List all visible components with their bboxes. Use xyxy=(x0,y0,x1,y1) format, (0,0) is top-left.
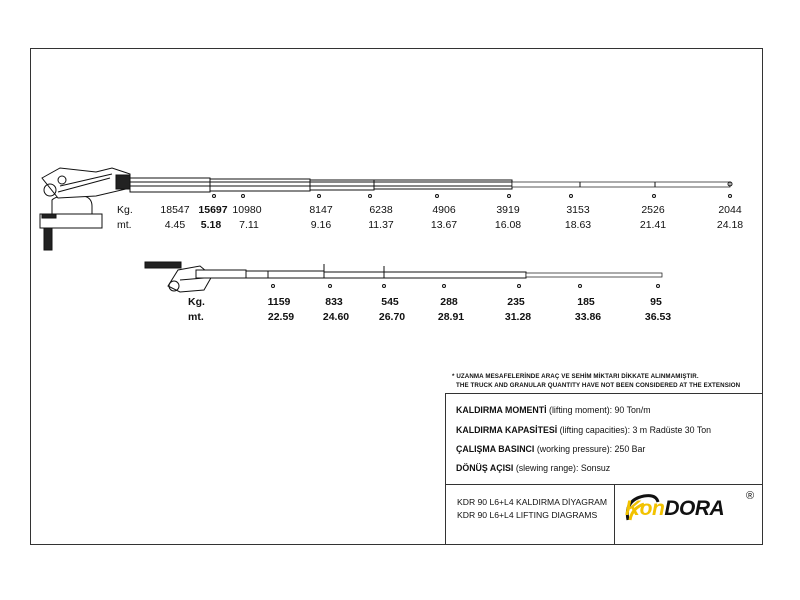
mt-value: 21.41 xyxy=(639,219,667,231)
kg-value: 288 xyxy=(440,296,458,308)
crane-2-load-markers xyxy=(272,285,660,288)
kg-value: 235 xyxy=(507,296,525,308)
spec-slewing-range: DÖNÜŞ AÇISI (slewing range): Sonsuz xyxy=(456,463,611,473)
mt-value: 13.67 xyxy=(430,219,458,231)
kg-value: 10980 xyxy=(232,204,262,216)
kg-label-1: Kg. xyxy=(117,204,133,216)
mt-value: 7.11 xyxy=(239,219,259,231)
kg-label-2: Kg. xyxy=(188,296,205,308)
kg-value: 2526 xyxy=(641,204,665,216)
kg-value: 3153 xyxy=(566,204,590,216)
mt-label-2: mt. xyxy=(188,311,204,323)
note-english: THE TRUCK AND GRANULAR QUANTITY HAVE NOT BEEN CONSIDERED AT THE EXTENSION xyxy=(456,382,741,389)
mt-label-1: mt. xyxy=(117,219,132,231)
mt-value: 5.18 xyxy=(200,219,222,231)
kg-value: 18547 xyxy=(160,204,190,216)
kg-value: 4906 xyxy=(432,204,456,216)
kg-value: 833 xyxy=(325,296,343,308)
mt-value: 22.59 xyxy=(267,311,295,323)
spec-working-pressure: ÇALIŞMA BASINCI (working pressure): 250 Bar xyxy=(456,444,646,454)
mt-value: 16.08 xyxy=(494,219,522,231)
mt-value: 26.70 xyxy=(378,311,406,323)
spec-lifting-capacity: KALDIRMA KAPASİTESİ (lifting capacities): 3 m Radüste 30 Ton xyxy=(456,425,712,435)
mt-value: 9.16 xyxy=(310,219,332,231)
mt-value: 33.86 xyxy=(574,311,602,323)
kg-value: 545 xyxy=(381,296,399,308)
mt-value: 31.28 xyxy=(504,311,532,323)
mt-value: 18.63 xyxy=(564,219,592,231)
registered-mark: ® xyxy=(746,490,755,502)
mt-value: 4.45 xyxy=(164,219,186,231)
kg-value: 8147 xyxy=(309,204,333,216)
kg-value: 2044 xyxy=(718,204,742,216)
kg-value: 15697 xyxy=(198,204,228,216)
kg-value: 1159 xyxy=(267,296,291,308)
mt-value: 28.91 xyxy=(437,311,465,323)
kg-value: 185 xyxy=(577,296,595,308)
kondora-logo: KonDORA xyxy=(625,497,725,520)
kg-value: 95 xyxy=(650,296,662,308)
kg-value: 6238 xyxy=(369,204,393,216)
note-turkish: * UZANMA MESAFELERİNDE ARAÇ VE SEHİM MİKTARI DİKKATE ALINMAMIŞTIR. xyxy=(452,373,699,380)
diagram-title-tr: KDR 90 L6+L4 KALDIRMA DİYAGRAM xyxy=(457,497,608,507)
mt-value: 24.18 xyxy=(716,219,744,231)
crane-2-drawing xyxy=(145,262,662,292)
mt-value: 11.37 xyxy=(368,219,394,231)
crane-1-load-markers xyxy=(213,195,732,198)
spec-lifting-moment: KALDIRMA MOMENTİ (lifting moment): 90 Ton/m xyxy=(456,405,651,415)
mt-value: 24.60 xyxy=(322,311,350,323)
stabilizer-leg xyxy=(44,228,52,250)
diagram-title-en: KDR 90 L6+L4 LIFTING DIAGRAMS xyxy=(457,510,598,520)
mt-value: 36.53 xyxy=(644,311,672,323)
kg-value: 3919 xyxy=(496,204,520,216)
